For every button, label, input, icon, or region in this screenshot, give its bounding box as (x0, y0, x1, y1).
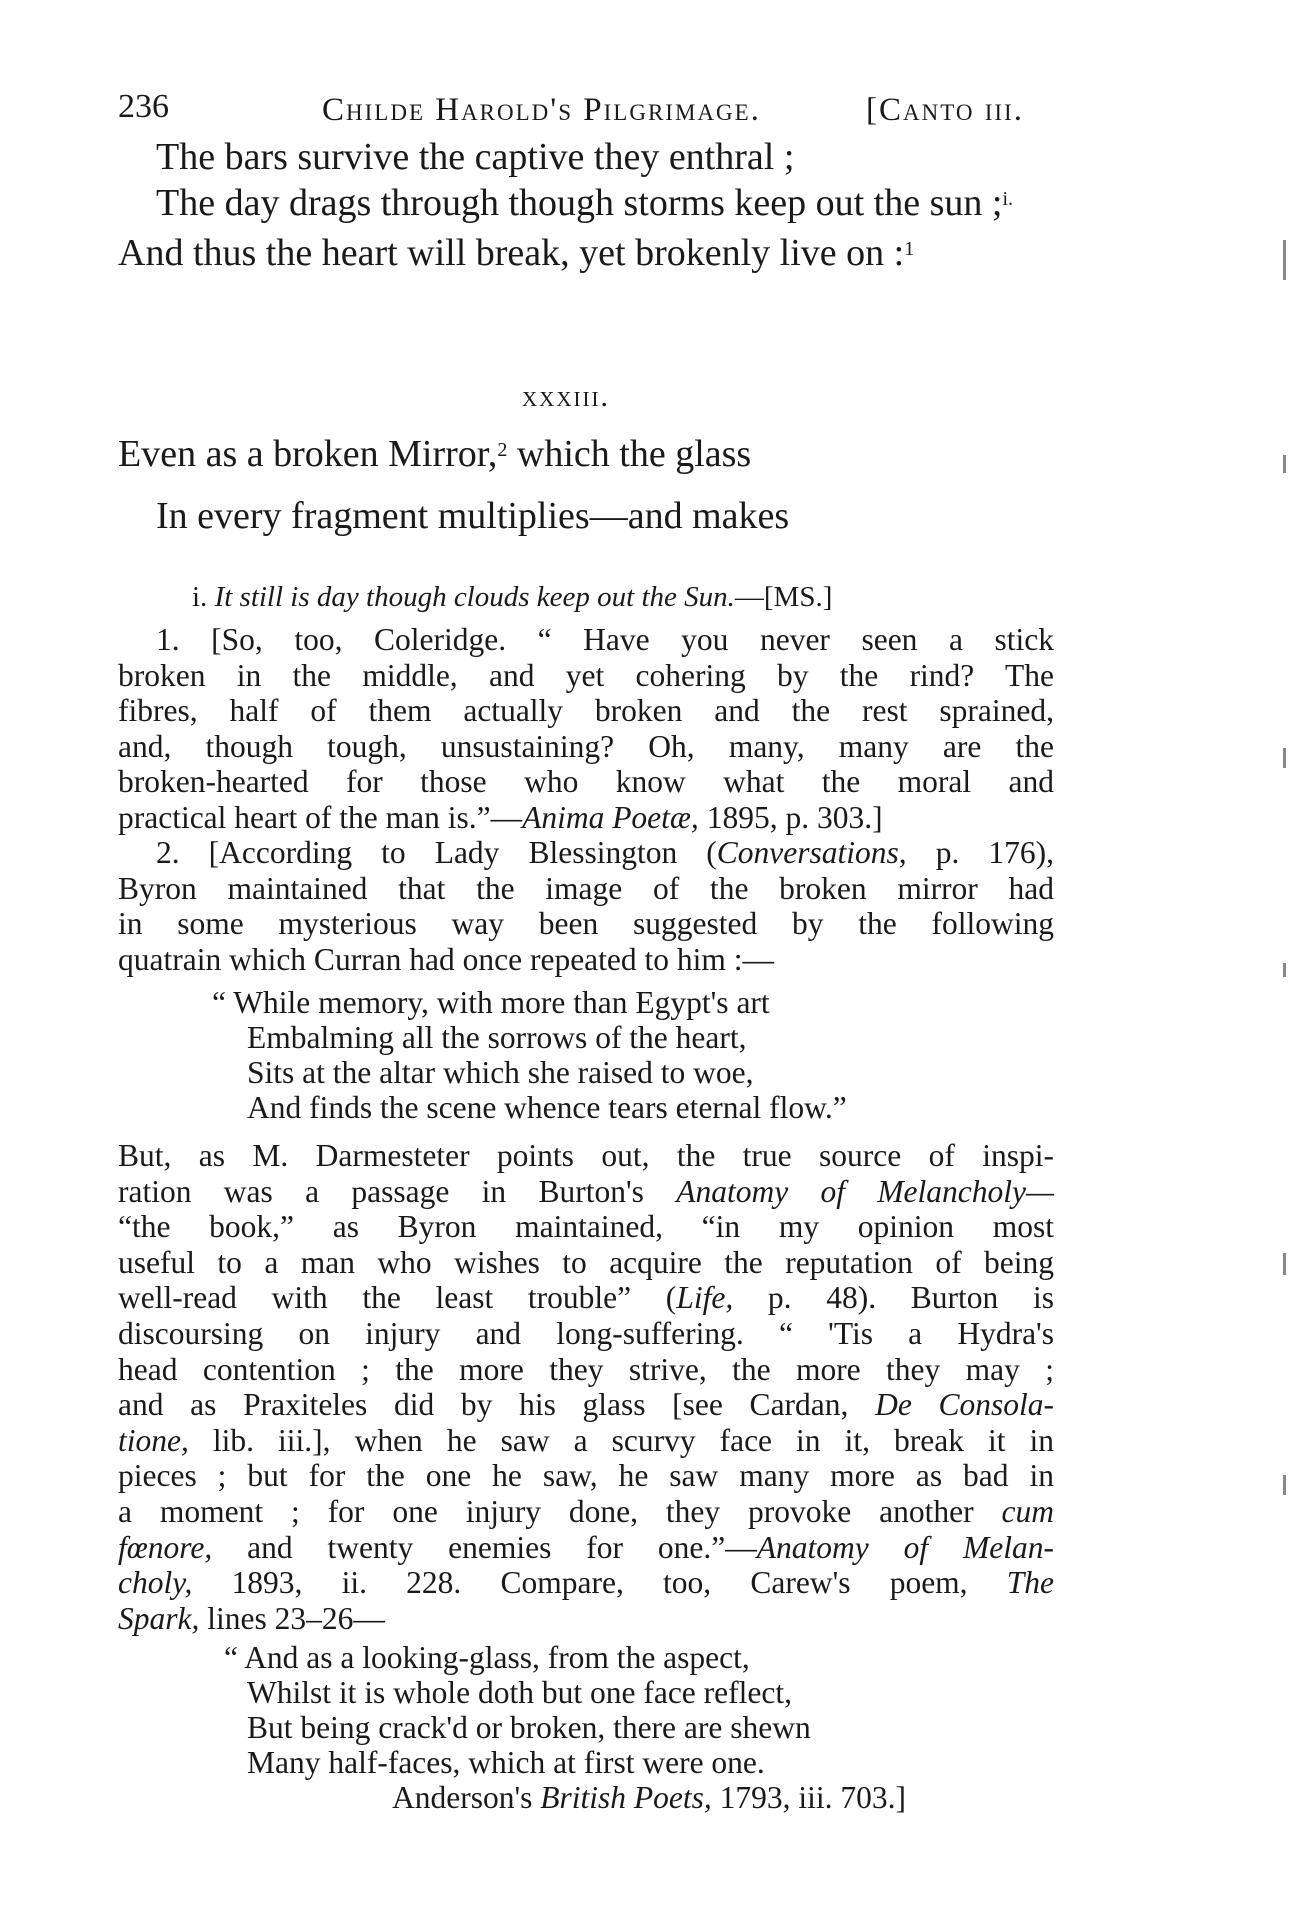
variant-reading: i. It still is day though clouds keep out the Sun.—[MS.] (192, 581, 833, 613)
quote-line: Many half-faces, which at first were one. (247, 1745, 765, 1780)
verse-line: The day drags through though storms keep out the sun ;$^{i.}$ (156, 182, 1013, 224)
page-edge-mark (1283, 1475, 1286, 1495)
verse-line: In every fragment multiplies—and makes (156, 495, 790, 537)
note-line: broken-hearted for those who know what the moral and (118, 764, 1054, 800)
note-line: well-read with the least trouble” (Life, p. 48). Burton is (118, 1280, 1054, 1316)
note-line: discoursing on injury and long-suffering. “ 'Tis a Hydra's (118, 1315, 1054, 1351)
footnote-2-continued (118, 1138, 1054, 1636)
quatrain-line: “ While memory, with more than Egypt's art (212, 985, 770, 1020)
note-line: a moment ; for one injury done, they provoke another cum (118, 1493, 1054, 1529)
note-line: useful to a man who wishes to acquire the reputation of being (118, 1244, 1054, 1280)
verse-line: Even as a broken Mirror,$^2$ which the glass (118, 433, 752, 475)
note-line: and as Praxiteles did by his glass [see Cardan, De Consola- (118, 1387, 1054, 1423)
page-edge-mark (1283, 1253, 1286, 1275)
note-line: fœnore, and twenty enemies for one.”—Anatomy of Melan- (118, 1529, 1054, 1565)
running-title: Childe Harold's Pilgrimage. (322, 92, 761, 128)
verse-line: The bars survive the captive they enthral ; (156, 136, 795, 178)
note-line: and, though tough, unsustaining? Oh, many, many are the (118, 728, 1054, 764)
footnote-2 (118, 835, 1054, 977)
note-line: choly, 1893, ii. 228. Compare, too, Carew's poem, The (118, 1565, 1054, 1601)
quatrain-line: Embalming all the sorrows of the heart, (247, 1020, 747, 1055)
footnote-marker: 1 (904, 238, 915, 260)
page-edge-mark (1283, 963, 1286, 977)
note-line: head contention ; the more they strive, the more they may ; (118, 1351, 1054, 1387)
note-line: 2. [According to Lady Blessington (Conversations, p. 176), (156, 835, 1055, 870)
page-number: 236 (118, 88, 169, 125)
page-edge-mark (1283, 455, 1286, 473)
quatrain-line: Sits at the altar which she raised to woe, (247, 1055, 754, 1090)
note-line: in some mysterious way been suggested by the following (118, 906, 1054, 942)
page-edge-mark (1283, 240, 1286, 280)
note-line: quatrain which Curran had once repeated to him :— (118, 941, 775, 977)
citation: Anderson's British Poets, 1793, iii. 703.] (392, 1780, 907, 1815)
note-line: Byron maintained that the image of the broken mirror had (118, 870, 1054, 906)
note-line: pieces ; but for the one he saw, he saw many more as bad in (118, 1458, 1054, 1494)
quatrain-line: And finds the scene whence tears eternal flow.” (247, 1090, 847, 1125)
note-line: But, as M. Darmesteter points out, the true source of inspi- (118, 1138, 1054, 1173)
footnote-1 (118, 622, 1054, 836)
note-line: tione, lib. iii.], when he saw a scurvy face in it, break it in (118, 1422, 1054, 1458)
note-line: fibres, half of them actually broken and the rest sprained, (118, 693, 1054, 729)
verse-line: And thus the heart will break, yet brokenly live on :$^1$ (118, 232, 915, 274)
page-edge-mark (1283, 748, 1286, 768)
variant-marker: i. (1002, 188, 1013, 210)
note-line: Spark, lines 23–26— (118, 1600, 385, 1636)
note-line: ration was a passage in Burton's Anatomy of Melancholy— (118, 1173, 1055, 1209)
stanza-number: xxxiii. (522, 380, 610, 413)
note-line: 1. [So, too, Coleridge. “ Have you never seen a stick (156, 622, 1054, 657)
quote-line: But being crack'd or broken, there are shewn (247, 1710, 811, 1745)
note-line: practical heart of the man is.”—Anima Poetæ, 1895, p. 303.] (118, 799, 883, 835)
canto-label: [Canto iii. (866, 92, 1024, 128)
footnote-marker: 2 (497, 439, 508, 461)
quote-line: “ And as a looking-glass, from the aspect, (224, 1640, 750, 1675)
note-line: “the book,” as Byron maintained, “in my opinion most (118, 1209, 1054, 1245)
quote-line: Whilst it is whole doth but one face reflect, (247, 1675, 792, 1710)
note-line: broken in the middle, and yet cohering by the rind? The (118, 657, 1054, 693)
